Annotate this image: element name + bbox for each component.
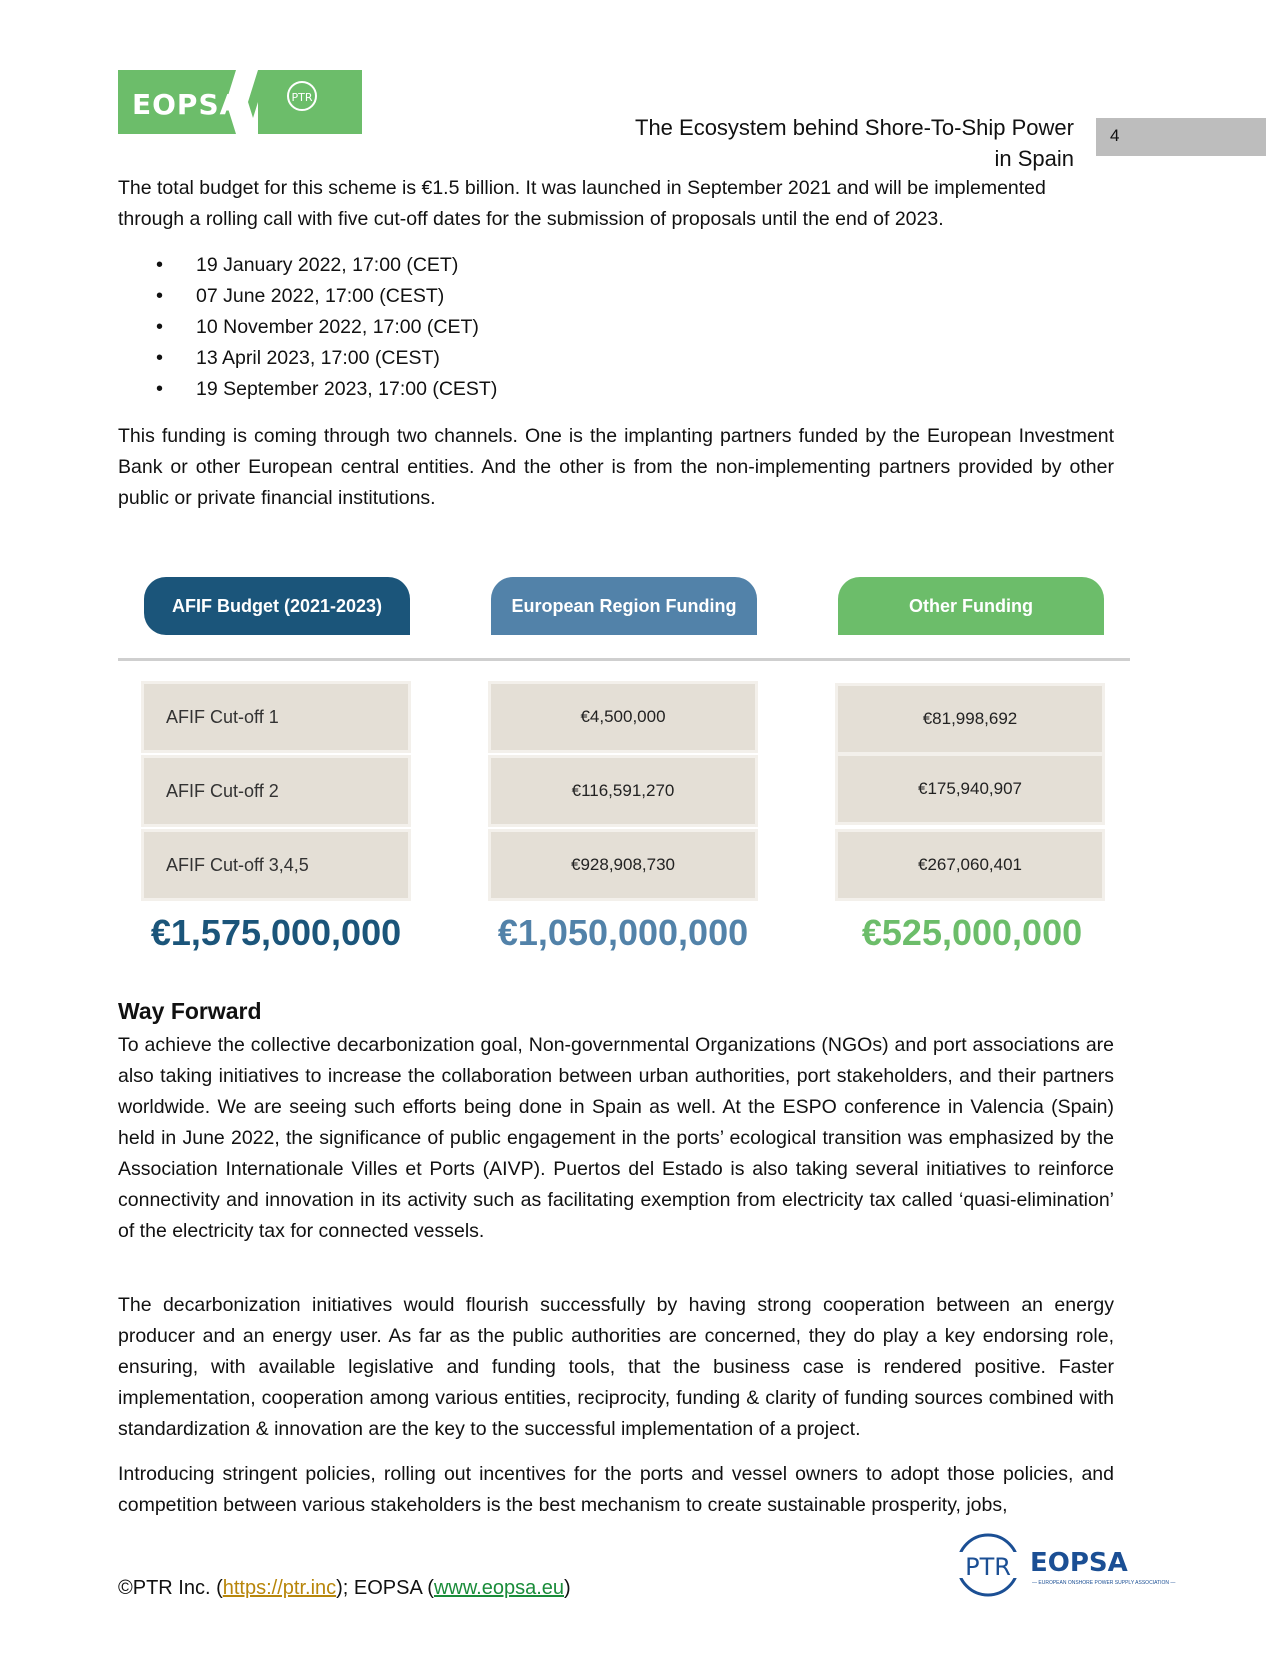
page-number-tab — [1096, 118, 1266, 156]
page-number: 4 — [1110, 126, 1120, 145]
list-item: • 07 June 2022, 17:00 (CEST) — [118, 281, 1018, 312]
afif-budget-header: AFIF Budget (2021-2023) — [144, 577, 410, 635]
way-forward-paragraph-2: The decarbonization initiatives would flourish successfully by having strong cooperation between an energy producer and an energy user. As far as the public authorities are concerned, they do play a key endorsing role, ensuring, with available legislative and funding tools, that the business case is rendered positive. Faster implementation, cooperation among various entities, reciprocity, funding & clarity of funding sources combined with standardization & innovation are the key to the successful implementation of a project. — [118, 1294, 1114, 1440]
footer-credits: ©PTR Inc. (https://ptr.inc); EOPSA (www.eopsa.eu) — [118, 1577, 571, 1599]
european-total: €1,050,000,000 — [497, 912, 749, 953]
other-funding-value: €81,998,692 — [838, 686, 1102, 752]
cutoff-label: AFIF Cut-off 2 — [144, 758, 408, 824]
header-title-line1: The Ecosystem behind Shore-To-Ship Power — [635, 115, 1074, 140]
section-heading: Way Forward — [118, 998, 262, 1024]
list-item: • 10 November 2022, 17:00 (CET) — [118, 312, 1018, 343]
other-funding-value: €267,060,401 — [838, 832, 1102, 898]
ptr-link[interactable]: https://ptr.inc — [222, 1577, 337, 1599]
way-forward-paragraph-1: To achieve the collective decarbonization goal, Non-governmental Organizations (NGOs) and port associations are also taking initiatives to increase the collaboration between urban authorities, port stakeholders, and their partners worldwide. We are seeing such efforts being done in Spain as well. At the ESPO conference in Valencia (Spain) held in June 2022, the significance of public engagement in the ports’ ecological transition was emphasized by the Association Internationale Villes et Ports (AIVP). Puertos del Estado is also taking several initiatives to reinforce connectivity and innovation in its activity such as facilitating exemption from electricity tax called ‘quasi-elimination’ of the electricity tax for connected vessels. — [118, 1034, 1114, 1242]
afif-total: €1,575,000,000 — [150, 912, 402, 953]
divider — [118, 658, 1130, 661]
eopsa-ptr-logo — [118, 70, 362, 134]
svg-text:PTR: PTR — [965, 1553, 1011, 1581]
eopsa-link[interactable]: www.eopsa.eu — [433, 1577, 565, 1599]
funding-channels-paragraph: This funding is coming through two channels. One is the implanting partners funded by the European Investment Bank or other European central entities. And the other is from the non-implementing partners provided by other public or private financial institutions. — [118, 425, 1114, 509]
cutoff-label: AFIF Cut-off 1 — [144, 684, 408, 750]
other-funding-header: Other Funding — [838, 577, 1104, 635]
way-forward-paragraph-3: Introducing stringent policies, rolling out incentives for the ports and vessel owners to adopt those policies, and competition between various stakeholders is the best mechanism to create sustainable prosperity, jobs, — [118, 1463, 1114, 1516]
svg-text:PTR: PTR — [291, 91, 313, 104]
list-item: • 13 April 2023, 17:00 (CEST) — [118, 343, 1018, 374]
page-header-title — [614, 112, 1074, 174]
other-total: €525,000,000 — [861, 912, 1083, 953]
budget-paragraph: The total budget for this scheme is €1.5 billion. It was launched in September 2021 and will be implemented through a rolling call with five cut-off dates for the submission of proposals until the end of 2023. — [118, 177, 1046, 230]
european-funding-value: €4,500,000 — [491, 684, 755, 750]
cutoff-label: AFIF Cut-off 3,4,5 — [144, 832, 408, 898]
footer-ptr-eopsa-logo — [948, 1530, 1176, 1600]
footer-logo-text: EOPSA — [1030, 1548, 1128, 1578]
list-item: • 19 January 2022, 17:00 (CET) — [118, 250, 1018, 281]
other-funding-value: €175,940,907 — [838, 756, 1102, 822]
ptr-circle-icon — [948, 1530, 1032, 1600]
european-funding-value: €928,908,730 — [491, 832, 755, 898]
footer-logo-subtitle: — EUROPEAN ONSHORE POWER SUPPLY ASSOCIATION — — [1032, 1580, 1176, 1586]
list-item: • 19 September 2023, 17:00 (CEST) — [118, 374, 1018, 405]
european-funding-value: €116,591,270 — [491, 758, 755, 824]
european-region-funding-header: European Region Funding — [491, 577, 757, 635]
header-title-line2: in Spain — [994, 146, 1074, 171]
logo-text: EOPSA — [132, 88, 243, 121]
cutoff-dates-list — [118, 250, 1018, 405]
